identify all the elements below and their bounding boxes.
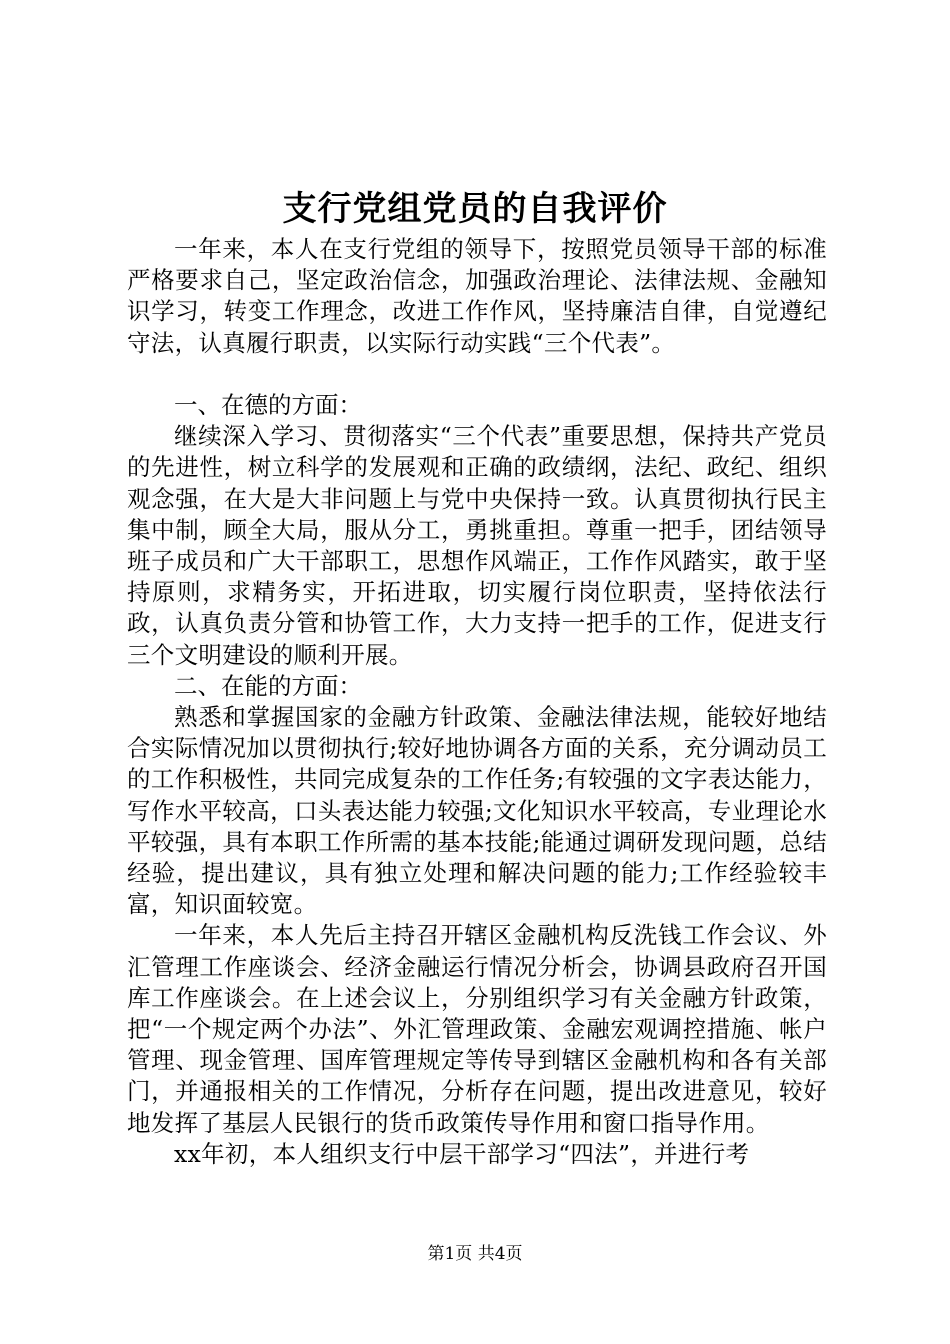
section-heading-ability: 二、在能的方面： [174, 671, 362, 700]
page-title: 支行党组党员的自我评价 [282, 189, 668, 229]
page-footer: 第1页 共4页 [427, 1244, 523, 1264]
document-body [127, 234, 827, 1170]
intro-paragraph: 一年来，本人在支行党组的领导下，按照党员领导干部的标准严格要求自己，坚定政治信念，加强政治理论、法律法规、金融知识学习，转变工作理念，改进工作作风，坚持廉洁自律，自觉遵纪守法，认真履行职责，以实际行动实践“三个代表”。 [127, 235, 827, 357]
section-body-virtue: 继续深入学习、贯彻落实“三个代表”重要思想，保持共产党员的先进性，树立科学的发展观和正确的政绩纲，法纪、政纪、组织观念强，在大是大非问题上与党中央保持一致。认真贯彻执行民主集中制，顾全大局，服从分工，勇挑重担。尊重一把手，团结领导班子成员和广大干部职工，思想作风端正，工作作风踏实，敢于坚持原则，求精务实，开拓进取，切实履行岗位职责，坚持依法行政，认真负责分管和协管工作，大力支持一把手的工作，促进支行三个文明建设的顺利开展。 [127, 422, 827, 669]
section-heading-virtue: 一、在德的方面： [174, 391, 362, 419]
study-paragraph: xx年初，本人组织支行中层干部学习“四法”，并进行考 [174, 1139, 750, 1168]
meetings-paragraph: 一年来，本人先后主持召开辖区金融机构反洗钱工作会议、外汇管理工作座谈会、经济金融运行情况分析会，协调县政府召开国库工作座谈会。在上述会议上，分别组织学习有关金融方针政策，把“一个规定两个办法”、外汇管理政策、金融宏观调控措施、帐户管理、现金管理、国库管理规定等传导到辖区金融机构和各有关部门，并通报相关的工作情况，分析存在问题，提出改进意见，较好地发挥了基层人民银行的货币政策传导作用和窗口指导作用。 [127, 921, 827, 1137]
section-body-ability: 熟悉和掌握国家的金融方针政策、金融法律法规，能较好地结合实际情况加以贯彻执行;较好地协调各方面的关系，充分调动员工的工作积极性，共同完成复杂的工作任务;有较强的文字表达能力，写作水平较高，口头表达能力较强;文化知识水平较高，专业理论水平较强，具有本职工作所需的基本技能;能通过调研发现问题，总结经验，提出建议，具有独立处理和解决问题的能力;工作经验较丰富，知识面较宽。 [127, 703, 827, 919]
paragraph-spacer [127, 359, 827, 390]
